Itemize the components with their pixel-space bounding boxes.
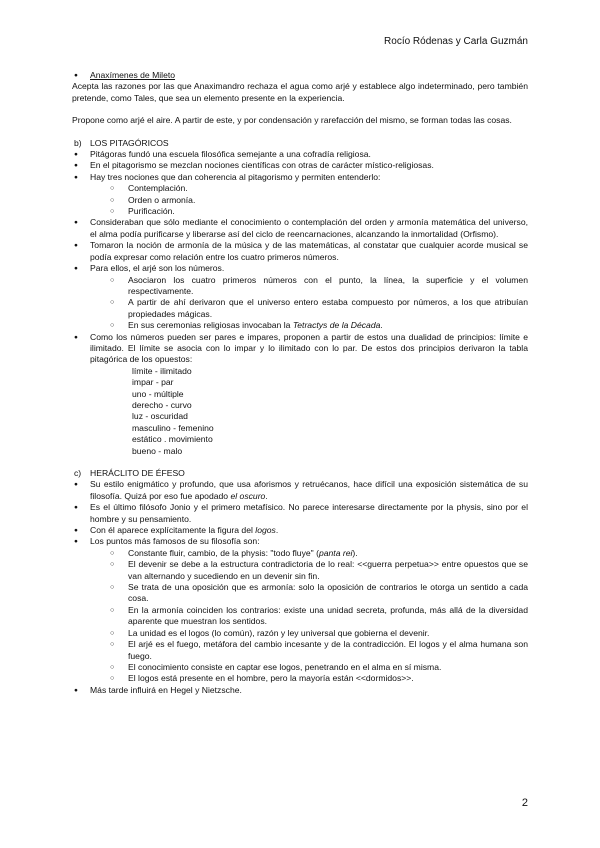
heraclito-heading bbox=[72, 468, 528, 479]
page-header-authors: Rocío Ródenas y Carla Guzmán bbox=[384, 36, 528, 47]
pitagoricos-bullet-7: ● Como los números pueden ser pares e impares, proponen a partir de estos una dualidad de principios: límite e ilimitado. El límite se asocia con lo impar y lo ilimitado con lo par. De estos dos principios derivaron la tabla pitagórica de los opuestos: bbox=[72, 332, 528, 366]
text-run: ). bbox=[352, 547, 358, 558]
text-run: Su estilo enigmático y profundo, que usa aforismos y retruécanos, hace difícil una exposición sistemática de su filosofía. Quizá por eso fue apodado bbox=[90, 479, 528, 501]
text-run: . bbox=[265, 490, 268, 501]
pitagoricos-subitem: ○ A partir de ahí derivaron que el universo entero estaba compuesto por números, a los que atribuían propiedades mágicas. bbox=[72, 297, 528, 320]
heraclito-subitem: ○ El conocimiento consiste en captar ese logos, penetrando en el alma en sí misma. bbox=[72, 662, 528, 673]
pitagoricos-subitem: ○ Contemplación. bbox=[72, 183, 528, 194]
pitagoricos-bullet-1: ● Pitágoras fundó una escuela filosófica semejante a una cofradía religiosa. bbox=[72, 149, 528, 160]
anaximenes-heading bbox=[72, 70, 528, 81]
pitagoricos-bullet-6: ● Para ellos, el arjé son los números. bbox=[72, 263, 528, 274]
tetractys-term: Tetractys de la Década bbox=[292, 320, 381, 331]
text-run: . bbox=[380, 320, 383, 331]
pitagoricos-bullet-4: ● Consideraban que sólo mediante el conocimiento o contemplación del orden y armonía matemática del universo, el alma podía purificarse y liberarse así del ciclo de reencarnaciones, alcanzando la inmortalidad (Orfismo). bbox=[72, 217, 528, 240]
text-run: . bbox=[275, 525, 279, 536]
opposite-pair: límite - ilimitado bbox=[132, 365, 192, 376]
pitagoricos-subitem: ○ Orden o armonía. bbox=[72, 195, 528, 206]
heraclito-subitem: ○ En la armonía coinciden los contrarios: existe una unidad secreta, profunda, más allá de la diversidad aparente que muestran los sentidos. bbox=[72, 605, 528, 628]
text-run: En sus ceremonias religiosas invocaban la bbox=[128, 320, 293, 331]
opposite-pair: impar - par bbox=[132, 377, 174, 388]
heraclito-bullet-1 bbox=[72, 479, 528, 502]
oscuro-term: el oscuro bbox=[230, 490, 266, 501]
pitagoricos-bullet-2: ● En el pitagorismo se mezclan nociones científicas con otras de carácter místico-religiosas. bbox=[72, 160, 528, 171]
section-label-b: b) bbox=[74, 137, 82, 148]
text-run: Constante fluir, cambio, de la physis: "todo fluye" ( bbox=[128, 547, 319, 558]
opposite-pair: derecho - curvo bbox=[132, 399, 192, 410]
section-label-c: c) bbox=[74, 468, 82, 478]
opposite-pair: luz - oscuridad bbox=[132, 411, 188, 422]
opposite-pair: masculino - femenino bbox=[132, 422, 214, 433]
pitagoricos-heading bbox=[72, 138, 528, 149]
opposite-pair: estático . movimiento bbox=[132, 434, 213, 445]
pitagoricos-bullet-5: ● Tomaron la noción de armonía de la música y de las matemáticas, al constatar que cualquier acorde musical se podía expresar como relación entre los cuatro primeros números. bbox=[72, 240, 528, 263]
heraclito-subitem: ○ El logos está presente en el hombre, pero la mayoría están <<dormidos>>. bbox=[72, 673, 528, 684]
opposite-pair: bueno - malo bbox=[132, 445, 183, 456]
text-run: Con él aparece explícitamente la figura del bbox=[90, 525, 256, 536]
pitagoricos-subitem: ○ Purificación. bbox=[72, 206, 528, 217]
panta-rei-term: panta rei bbox=[318, 547, 353, 558]
heraclito-subitem: ○ El arjé es el fuego, metáfora del cambio incesante y de la contradicción. El logos y el alma humana son fuego. bbox=[72, 639, 528, 662]
heraclito-subitem: ○ La unidad es el logos (lo común), razón y ley universal que gobierna el devenir. bbox=[72, 628, 528, 639]
page-number: 2 bbox=[521, 797, 528, 809]
opposite-pair: uno - múltiple bbox=[132, 388, 184, 399]
logos-term: logos bbox=[255, 525, 276, 536]
heraclito-subitem: ○ Se trata de una oposición que es armonía: solo la oposición de contrarios le otorga un sentido a cada cosa. bbox=[72, 582, 528, 605]
anaximenes-title: Anaxímenes de Mileto bbox=[90, 70, 176, 80]
anaximenes-paragraph-1: Acepta las razones por las que Anaximandro rechaza el agua como arjé y establece algo indeterminado, pero también pretende, como Tales, que sea un elemento presente en la experiencia. bbox=[72, 81, 528, 103]
heraclito-bullet-3 bbox=[72, 525, 528, 536]
pitagoricos-subitem bbox=[72, 320, 528, 331]
heraclito-subitem bbox=[72, 548, 528, 559]
heraclito-title: HERÁCLITO DE ÉFESO bbox=[90, 468, 185, 478]
heraclito-bullet-2: ● Es el último filósofo Jonio y el primero metafísico. No parece interesarse directamente por la physis, sino por el hombre y su pensamiento. bbox=[72, 502, 528, 525]
document-body bbox=[72, 70, 528, 696]
pitagoricos-subitem: ○ Asociaron los cuatro primeros números con el punto, la línea, la superficie y el volumen respectivamente. bbox=[72, 275, 528, 298]
heraclito-subitem: ○ El devenir se debe a la estructura contradictoria de lo real: <<guerra perpetua>> entre opuestos que se van alternando y sucediendo en un devenir sin fin. bbox=[72, 559, 528, 582]
heraclito-bullet-5: ● Más tarde influirá en Hegel y Nietzsche. bbox=[72, 685, 528, 696]
opposites-table bbox=[72, 366, 528, 457]
anaximenes-paragraph-2: Propone como arjé el aire. A partir de este, y por condensación y rarefacción del mismo, se forman todas las cosas. bbox=[72, 115, 512, 126]
pitagoricos-bullet-3: ● Hay tres nociones que dan coherencia al pitagorismo y permiten entenderlo: bbox=[72, 172, 528, 183]
pitagoricos-title: LOS PITAGÓRICOS bbox=[90, 137, 169, 148]
heraclito-bullet-4: ● Los puntos más famosos de su filosofía son: bbox=[72, 536, 528, 547]
